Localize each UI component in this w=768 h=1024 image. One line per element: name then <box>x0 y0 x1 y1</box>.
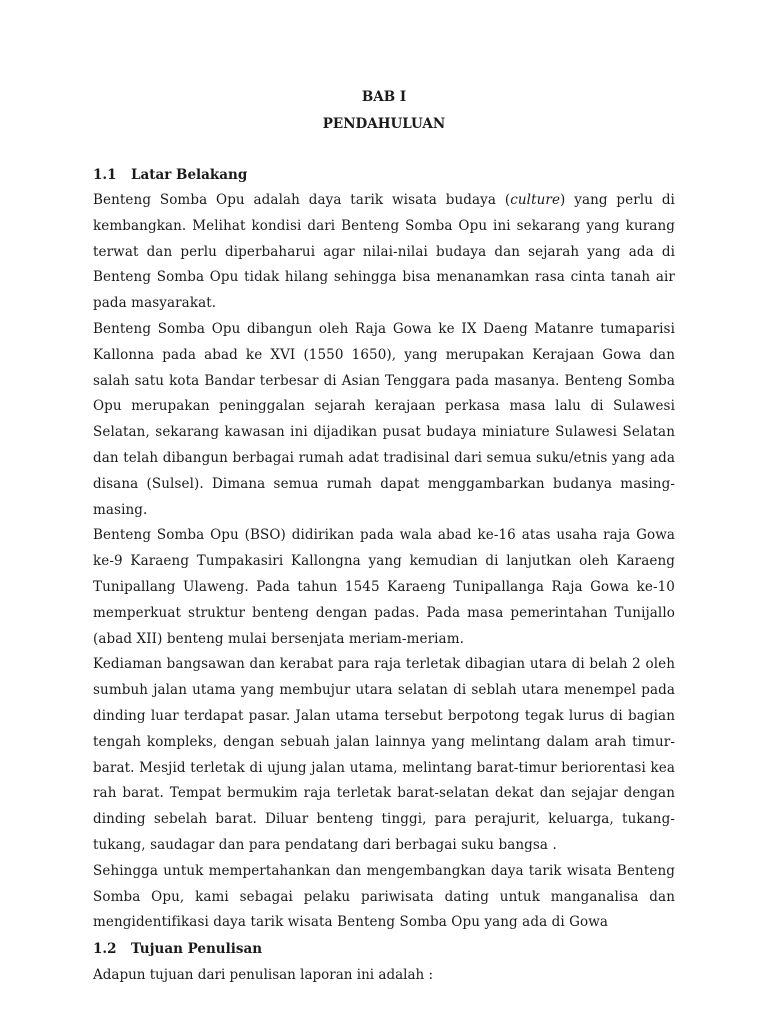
paragraph-purpose: Sehingga untuk mempertahankan dan mengembangkan daya tarik wisata Benteng Somba Opu, kami sebagai pelaku pariwisata dating untuk manganalisa dan mengidentifikasi daya tarik wisata Benteng Somba Opu yang ada di Gowa <box>93 862 675 931</box>
paragraph-text: ) yang perlu di kembangkan. Melihat kondisi dari Benteng Somba Opu ini sekarang yang kurang terwat dan perlu diperbaharui agar nilai-nilai budaya dan sejarah yang ada di Benteng Somba Opu tidak hilang sehingga bisa menanamkan rasa cinta tanah air pada masyarakat. <box>93 192 675 312</box>
document-body <box>93 162 675 988</box>
section-number: 1.1 <box>93 167 117 183</box>
paragraph-layout: Kediaman bangsawan dan kerabat para raja terletak dibagian utara di belah 2 oleh sumbuh jalan utama yang membujur utara selatan di seblah utara menempel pada dinding luar terdapat pasar. Jalan utama tersebut berpotong tegak lurus di bagian tengah kompleks, dengan sebuah jalan lainnya yang melintang dalam arah timur- barat. Mesjid terletak di ujung jalan utama, melintang barat-timur beriorentasi kea rah barat. Tempat bermukim raja terletak barat-selatan dekat dan sejajar dengan dinding sebelah barat. Diluar benteng tinggi, para perajurit, keluarga, tukang-tukang, saudagar dan para pendatang dari berbagai suku bangsa . <box>93 656 675 853</box>
section-heading-latar-belakang <box>93 162 675 188</box>
section-title: Latar Belakang <box>131 167 248 183</box>
section-number: 1.2 <box>93 941 117 958</box>
section-title: Tujuan Penulisan <box>131 941 263 958</box>
paragraph-text: Benteng Somba Opu adalah daya tarik wisata budaya ( <box>93 192 511 208</box>
paragraph-founding: Benteng Somba Opu (BSO) didirikan pada wala abad ke-16 atas usaha raja Gowa ke-9 Karaeng Tumpakasiri Kallongna yang kemudian di lanjutkan oleh Karaeng Tunipallang Ulaweng. Pada tahun 1545 Karaeng Tunipallanga Raja Gowa ke-10 memperkuat struktur benteng dengan padas. Pada masa pemerintahan Tunijallo (abad XII) benteng mulai bersenjata meriam-meriam. <box>93 527 675 647</box>
section-heading-tujuan-penulisan <box>93 936 675 962</box>
chapter-title: PENDAHULUAN <box>322 116 446 132</box>
chapter-label: BAB I <box>361 89 407 105</box>
paragraph-intro <box>93 188 675 317</box>
italic-term: culture <box>510 192 561 208</box>
paragraph-objectives-intro: Adapun tujuan dari penulisan laporan ini adalah : <box>93 967 434 984</box>
paragraph-history: Benteng Somba Opu dibangun oleh Raja Gowa ke IX Daeng Matanre tumaparisi Kallonna pada abad ke XVI (1550 1650), yang merupakan Kerajaan Gowa dan salah satu kota Bandar terbesar di Asian Tenggara pada masanya. Benteng Somba Opu merupakan peninggalan sejarah kerajaan perkasa masa lalu di Sulawesi Selatan, sekarang kawasan ini dijadikan pusat budaya miniature Sulawesi Selatan dan telah dibangun berbagai rumah adat tradisinal dari semua suku/etnis yang ada disana (Sulsel). Dimana semua rumah dapat menggambarkan budanya masing-masing. <box>93 320 675 518</box>
